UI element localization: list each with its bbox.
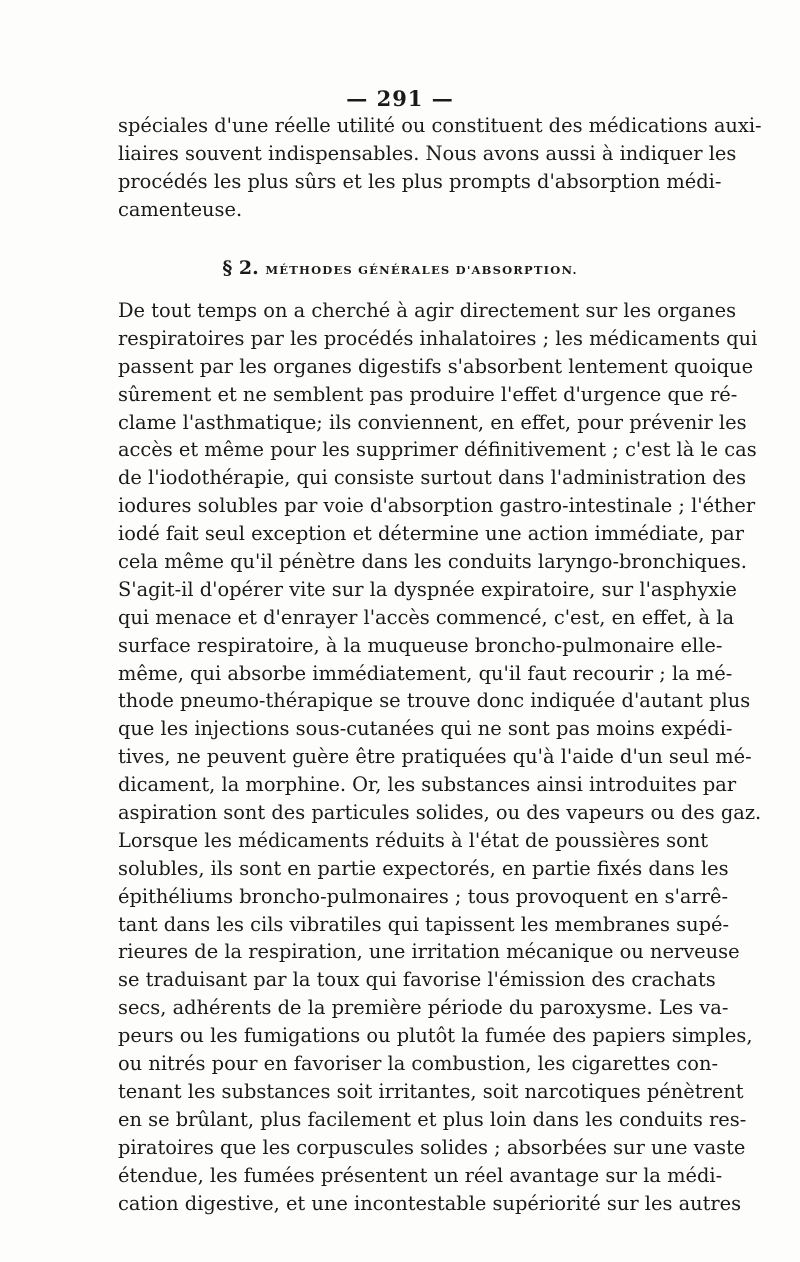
text-line: De tout temps on a cherché à agir directement sur les organes bbox=[118, 299, 737, 322]
text-line: que les injections sous-cutanées qui ne sont pas moins expédi- bbox=[118, 717, 733, 741]
intro-paragraph bbox=[118, 112, 762, 224]
text-line: sûrement et ne semblent pas produire l'effet d'urgence que ré- bbox=[118, 382, 738, 406]
section-number: § 2. bbox=[222, 257, 259, 279]
text-line: passent par les organes digestifs s'absorbent lentement quoique bbox=[118, 354, 754, 378]
text-line: Lorsque les médicaments réduits à l'état de poussières sont bbox=[118, 828, 709, 852]
text-line: rieures de la respiration, une irritation mécanique ou nerveuse bbox=[118, 940, 740, 964]
text-line: qui menace et d'enrayer l'accès commencé, c'est, en effet, à la bbox=[118, 605, 735, 629]
text-line: dicament, la morphine. Or, les substances ainsi introduites par bbox=[118, 773, 737, 797]
text-line: liaires souvent indispensables. Nous avons aussi à indiquer les bbox=[118, 141, 737, 165]
text-line: solubles, ils sont en partie expectorés, en partie fixés dans les bbox=[118, 856, 729, 880]
text-line: iodé fait seul exception et détermine une action immédiate, par bbox=[118, 522, 744, 546]
text-line: aspiration sont des particules solides, ou des vapeurs ou des gaz. bbox=[118, 801, 762, 825]
body-paragraph bbox=[118, 297, 762, 1217]
text-line: épithéliums broncho-pulmonaires ; tous provoquent en s'arrê- bbox=[118, 884, 729, 908]
text-line: S'agit-il d'opérer vite sur la dyspnée expiratoire, sur l'asphyxie bbox=[118, 577, 737, 601]
text-line: secs, adhérents de la première période du paroxysme. Les va- bbox=[118, 996, 729, 1020]
text-line: thode pneumo-thérapique se trouve donc indiquée d'autant plus bbox=[118, 689, 751, 713]
text-line: se traduisant par la toux qui favorise l'émission des crachats bbox=[118, 968, 716, 992]
page-number: — 291 — bbox=[346, 86, 454, 111]
text-line: peurs ou les fumigations ou plutôt la fumée des papiers simples, bbox=[118, 1024, 753, 1048]
text-line: procédés les plus sûrs et les plus prompts d'absorption médi- bbox=[118, 169, 722, 193]
text-line: camenteuse. bbox=[118, 197, 243, 221]
text-line: spéciales d'une réelle utilité ou constituent des médications auxi- bbox=[118, 114, 762, 137]
text-line: étendue, les fumées présentent un réel avantage sur la médi- bbox=[118, 1163, 723, 1187]
text-line: iodures solubles par voie d'absorption gastro-intestinale ; l'éther bbox=[118, 494, 756, 518]
text-line: cation digestive, et une incontestable supériorité sur les autres bbox=[118, 1191, 742, 1215]
text-line: tant dans les cils vibratiles qui tapissent les membranes supé- bbox=[118, 912, 730, 936]
text-line: respiratoires par les procédés inhalatoires ; les médicaments qui bbox=[118, 326, 758, 350]
text-line: clame l'asthmatique; ils conviennent, en effet, pour prévenir les bbox=[118, 410, 747, 434]
text-line: de l'iodothérapie, qui consiste surtout dans l'administration des bbox=[118, 466, 747, 490]
text-line: même, qui absorbe immédiatement, qu'il faut recourir ; la mé- bbox=[118, 661, 733, 685]
section-heading bbox=[0, 257, 800, 279]
text-line: accès et même pour les supprimer définitivement ; c'est là le cas bbox=[118, 438, 757, 462]
section-title: MÉTHODES GÉNÉRALES D'ABSORPTION. bbox=[265, 263, 578, 277]
text-line: tives, ne peuvent guère être pratiquées qu'à l'aide d'un seul mé- bbox=[118, 745, 752, 769]
text-line: tenant les substances soit irritantes, soit narcotiques pénètrent bbox=[118, 1079, 744, 1103]
text-line: ou nitrés pour en favoriser la combustion, les cigarettes con- bbox=[118, 1052, 719, 1076]
text-line: surface respiratoire, à la muqueuse broncho-pulmonaire elle- bbox=[118, 633, 723, 657]
text-line: en se brûlant, plus facilement et plus loin dans les conduits res- bbox=[118, 1107, 747, 1131]
text-line: piratoires que les corpuscules solides ; absorbées sur une vaste bbox=[118, 1135, 746, 1159]
text-line: cela même qu'il pénètre dans les conduits laryngo-bronchiques. bbox=[118, 550, 747, 574]
